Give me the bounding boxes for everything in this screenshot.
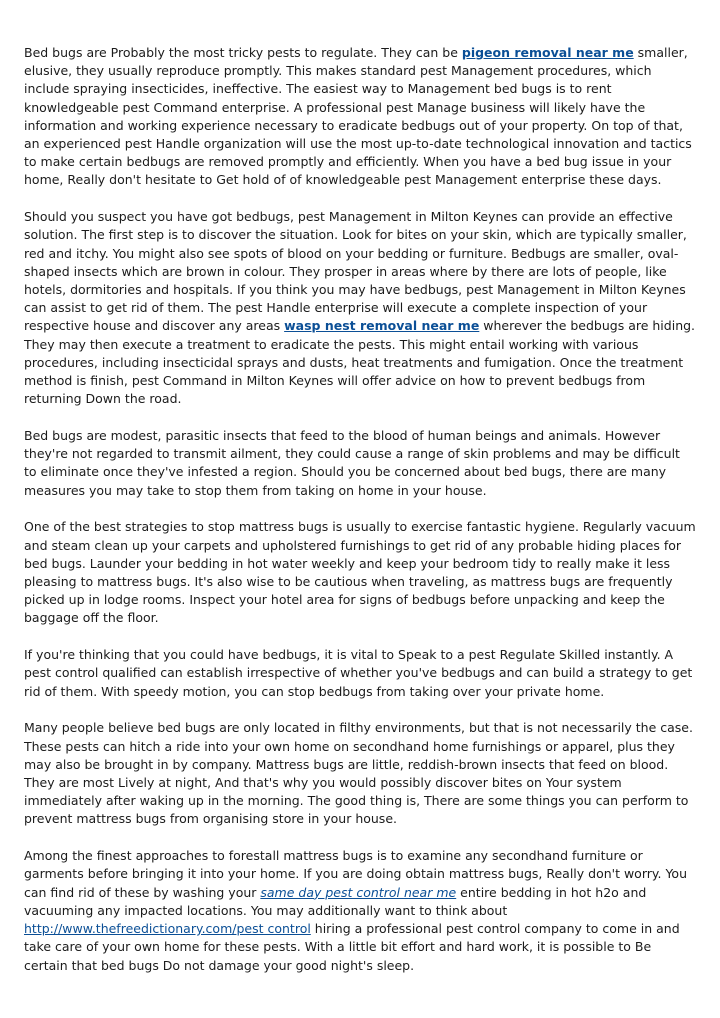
paragraph-1-text-a: Bed bugs are Probably the most tricky pests to regulate. They can be — [24, 45, 462, 60]
wasp-nest-removal-link[interactable]: wasp nest removal near me — [284, 318, 480, 334]
paragraph-3: Bed bugs are modest, parasitic insects that feed to the blood of human beings and animals. However they're not regarded to transmit ailment, they could cause a range of skin problems and may be difficult to eliminate once they've infested a region. Should you be concerned about bed bugs, there are many measures you may take to stop them from taking on home in your house. — [24, 428, 680, 498]
pigeon-removal-link[interactable]: pigeon removal near me — [461, 45, 634, 60]
freedictionary-link[interactable]: http://www.thefreedictionary.com/pest control — [24, 921, 311, 937]
paragraph-2-text-a: Should you suspect you have got bedbugs, pest Management in Milton Keynes can provide an effective solution. The first step is to discover the situation. Look for bites on your skin, which are typically smaller, red and itchy. You might also see spots of blood on your bedding or furniture. Bedbugs are smaller, oval-shaped insects which are brown in colour. They prosper in areas where by there are lots of people, like hotels, dormitories and hospitals. If you think you may have bedbugs, pest Management in Milton Keynes can assist to get rid of them. The pest Handle enterprise will execute a complete inspection of your respective house and discover any areas — [24, 209, 687, 334]
paragraph-7-text-b: entire bedding in hot h2o and vacuuming any impacted locations. You may additionally want to think about — [24, 884, 647, 918]
paragraph-4: One of the best strategies to stop mattress bugs is usually to exercise fantastic hygiene. Regularly vacuum and steam clean up your carpets and upholstered furnishings to get rid of any probable hiding places for bed bugs. Launder your bedding in hot water weekly and keep your bedroom tidy to really make it less pleasing to mattress bugs. It's also wise to be cautious when traveling, as mattress bugs are frequently picked up in lodge rooms. Inspect your hotel area for signs of bedbugs before unpacking and keep the baggage off the floor. — [24, 519, 696, 626]
paragraph-2-text-b: wherever the bedbugs are hiding. They may then execute a treatment to eradicate the pests. This might entail working with various procedures, including insecticidal sprays and dusts, heat treatments and fumigation. Once the treatment method is finish, pest Command in Milton Keynes will offer advice on how to prevent bedbugs from returning Down the road. — [24, 318, 696, 407]
paragraph-6: Many people believe bed bugs are only located in filthy environments, but that is not necessarily the case. These pests can hitch a ride into your own home on secondhand home furnishings or apparel, plus they may also be brought in by company. Mattress bugs are little, reddish-brown insects that feed on blood. They are most Lively at night, And that's why you would possibly discover bites on Your system immediately after waking up in the morning. The good thing is, There are some things you can perform to prevent mattress bugs from organising store in your house. — [24, 720, 693, 827]
paragraph-5: If you're thinking that you could have bedbugs, it is vital to Speak to a pest Regulate Skilled instantly. A pest control qualified can establish irrespective of whether you've bedbugs and can build a strategy to get rid of them. With speedy motion, you can stop bedbugs from taking over your private home. — [24, 647, 693, 699]
paragraph-7 — [24, 847, 696, 974]
paragraph-7-text-c: hiring a professional pest control company to come in and take care of your own home for these pests. With a little bit effort and hard work, it is possible to Be certain that bed bugs Do not damage your good night's sleep. — [24, 921, 680, 973]
paragraph-1-text-b: smaller, elusive, they usually reproduce promptly. This makes standard pest Management procedures, which include spraying insecticides, ineffective. The easiest way to Management bed bugs is to rent knowledgeable pest Command enterprise. A professional pest Manage business will likely have the information and working experience necessary to eradicate bedbugs out of your property. On top of that, an experienced pest Handle organization will use the most up-to-date technological innovation and tactics to make certain bedbugs are removed promptly and efficiently. When you have a bed bug issue in your home, Really don't hesitate to Get hold of of knowledgeable pest Management enterprise these days. — [24, 45, 692, 188]
paragraph-7-text-a: Among the finest approaches to forestall mattress bugs is to examine any secondhand furniture or garments before bringing it into your home. If you are doing obtain mattress bugs, Really don't worry. You can find rid of these by washing your — [24, 848, 688, 900]
paragraph-1 — [24, 44, 696, 190]
paragraph-2 — [24, 208, 696, 408]
same-day-pest-control-link[interactable]: same day pest control near me — [260, 884, 457, 900]
